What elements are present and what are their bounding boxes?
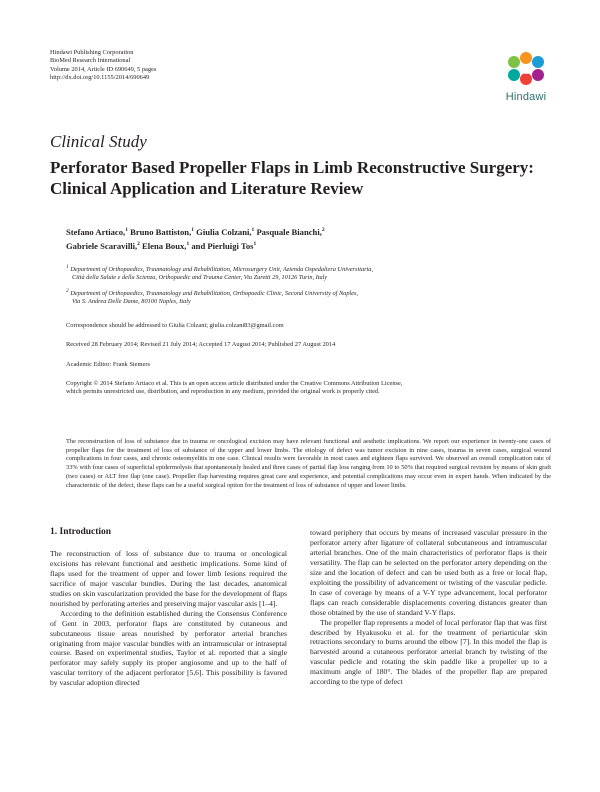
doi-link[interactable]: http://dx.doi.org/10.1155/2014/690649: [50, 74, 150, 82]
author-affiliation-mark: 1: [253, 240, 257, 247]
author-name: Stefano Artiaco,: [66, 227, 126, 237]
publication-dates: Received 28 February 2014; Revised 21 July 2014; Accepted 17 August 2014; Published 27 August 2014: [66, 341, 336, 348]
author-affiliation-mark: 1: [251, 227, 255, 234]
article-title: Perforator Based Propeller Flaps in Limb Reconstructive Surgery: Clinical Application and Literature Review: [50, 158, 534, 198]
paragraph: According to the definition established during the Consensus Conference of Gent in 2003, perforator flaps are constituted by cutaneous and subcutaneous tissue areas nourished by perforator arterial branches originating from major vascular bundles with an intramuscular or intraseptal course. Based on experimental studies, Taylor et al. reported that a single perforator may safely supply its proper angiosome and up to the half of vascular territory of the adjacent perforator [5,6]. This possibility is favored by vascular adoption directed: [50, 608, 287, 688]
abstract: The reconstruction of loss of substance due to trauma or oncological excision may have relevant functional and aesthetic implications. We report our experience in twenty-one cases of propeller flaps for the treatment of loss of substance of the upper and lower limbs. The etiology of defect was tumor excision in nine cases, trauma in seven cases, surgical wound complications in four cases, and chronic osteomyelitis in one case. Clinical results were favorable in most cases and eighteen flaps survived. We observed an overall complication rate of 33% with four cases of superficial epidermolysis that spontaneously healed and three cases of partial flap loss ranging from 10 to 50% that required surgical revision by means of skin graft (two cases) or ALT free flap (one case). Propeller flap harvesting requires great care and experience, and potential complications may occur even in expert hands. When indicated by the characteristic of the defect, these flaps can be a useful surgical option for the treatment of loss of substance of upper and lower limbs.: [66, 438, 551, 489]
author-line-2: [66, 240, 556, 254]
author-name: Bruno Battiston,: [130, 227, 192, 237]
publisher-line: Hindawi Publishing Corporation: [50, 49, 134, 56]
copyright-notice: [66, 380, 556, 397]
hindawi-logo-text: Hindawi: [505, 91, 547, 103]
correspondence-note: Correspondence should be addressed to Giulia Colzani; giulia.colzani83@gmail.com: [66, 322, 284, 329]
affiliation-1: [66, 263, 556, 283]
paragraph: The propeller flap represents a model of local perforator flap that was first described by Hyakusoku et al. for the treatment of periarticular skin retractions secondary to burns around the elbow [7]. In this model the flap is harvested around a cutaneous perforator arterial branch by twisting of the vascular pedicle and rotating the skin paddle like a propeller up to a maximum angle of 180°. The blades of the propeller flap are prepared according to the type of defect: [310, 617, 547, 687]
affiliation-text: Via S. Andrea Delle Dame, 80100 Naples, Italy: [72, 298, 191, 306]
affiliation-text: Department of Orthopaedics, Traumatology and Rehabilitation, Microsurgery Unit, Azienda Ospedaliera Universitaria,: [70, 266, 374, 273]
body-column-right: [310, 528, 547, 687]
paragraph: The reconstruction of loss of substance due to trauma or oncological excisions has relevant functional and aesthetic implications. Some kind of flaps used for the treatment of upper and lower limb lesions required the sacrifice of major vascular bundles. During the last decades, anatomical studies on skin vascularization provided the base for the development of flaps nourished by perforating arteries and preserving major vascular axis [1–4].: [50, 548, 287, 608]
journal-line: BioMed Research International: [50, 57, 131, 65]
author-name: Elena Boux,: [142, 240, 187, 251]
author-name: Giulia Colzani,: [196, 227, 252, 237]
journal-metadata: [50, 49, 156, 83]
author-affiliation-mark: 2: [137, 240, 140, 247]
affiliation-text: Città della Salute e della Scienza, Orthopaedic and Trauma Center, Via Zuretti 29, 10126 Turin, Italy: [72, 274, 328, 282]
affiliation-mark: 2: [66, 287, 69, 294]
author-affiliation-mark: 1: [191, 227, 194, 234]
author-name: Gabriele Scaravilli,: [66, 240, 138, 251]
author-affiliation-mark: 1: [125, 227, 128, 234]
author-name: Pasquale Bianchi,: [256, 227, 322, 237]
author-affiliation-mark: 1: [186, 240, 190, 247]
body-column-left: [50, 528, 287, 688]
article-type: Clinical Study: [50, 132, 147, 151]
academic-editor: Academic Editor: Frank Siemers: [66, 361, 150, 368]
affiliation-text: Department of Orthopaedics, Traumatology and Rehabilitation, Orthopaedic Clinic, Second University of Naples,: [70, 290, 359, 297]
copyright-line: Copyright © 2014 Stefano Artiaco et al. This is an open access article distributed under the Creative Commons Attribution License,: [66, 380, 403, 387]
paragraph: toward periphery that occurs by means of increased vascular pressure in the perforator artery after ligature of collateral subcutaneous and intramuscular arterial branches. One of the main characteristics of perforator flaps is their versatility. The flap can be selected on the perforator artery depending on the size and the location of defect and can be used both as a free or local flap, exploiting the possibility of advancement or twisting of the vascular pedicle. In case of coverage by means of a V-Y type advancement, local perforator flaps can reach considerable displacements covering distances greater than those obtained by the use of standard V-Y flaps.: [310, 528, 547, 617]
affiliation-2: [66, 287, 556, 307]
author-affiliation-mark: 2: [321, 227, 325, 234]
volume-line: Volume 2014, Article ID 690649, 5 pages: [50, 65, 157, 73]
copyright-line: which permits unrestricted use, distribution, and reproduction in any medium, provided the original work is properly cited.: [66, 388, 380, 396]
author-name: and Pierluigi Tos: [191, 240, 254, 251]
author-list: [66, 226, 556, 253]
affiliation-mark: 1: [66, 263, 69, 270]
author-line-1: [66, 226, 556, 240]
section-title: 1. Introduction: [50, 527, 112, 537]
